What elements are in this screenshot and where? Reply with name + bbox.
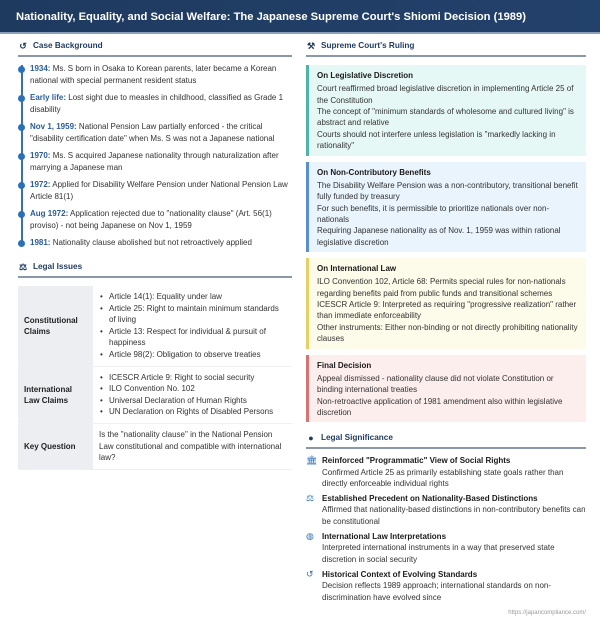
significance-item: ◍ International Law Interpretations Interpreted international instruments in a way that preserved state discretion in social security (306, 531, 555, 564)
row-key: Constitutional Claims (18, 286, 93, 366)
list-item: • Universal Declaration of Human Rights (99, 395, 286, 407)
row-value: Is the "nationality clause" in the National Pension Law constitutional and compatible with international law? (93, 423, 292, 469)
row-key: Key Question (18, 423, 93, 469)
ruling-box-final-decision: Final Decision Appeal dismissed - nationality clause did not violate Constitution or binding international treaties Non-retroactive application of 1981 amendment also within legislative discretion (306, 355, 586, 423)
significance-item: ↺ Historical Context of Evolving Standards Decision reflects 1989 approach; international standards on non-discrimination have evolved since (306, 569, 552, 602)
landmark-icon: 🏛 (306, 455, 318, 466)
ruling-box-legislative-discretion: On Legislative Discretion Court reaffirmed broad legislative discretion in implementing Article 25 of the Constitution The concept of "minimum standards of wholesome and cultured living" is abstract and relative Courts should not interfere unless legislation is "markedly lacking in rationality" (306, 65, 586, 156)
timeline-item: Aug 1972: Application rejected due to "nationality clause" (Art. 56(1) proviso) - not being Japanese on Nov 1, 1959 (30, 208, 292, 232)
timeline-item: 1972: Applied for Disability Welfare Pension under National Pension Law Article 81(1) (30, 179, 292, 203)
timeline-item: 1934: Ms. S born in Osaka to Korean parents, later became a Korean national with special permanent resident status (30, 63, 292, 87)
list-item: • Article 25: Right to maintain minimum standards of living (99, 303, 286, 326)
list-item: • Article 13: Respect for individual & pursuit of happiness (99, 326, 286, 349)
case-background-heading: ↺ Case Background (18, 34, 292, 57)
significance-heading: ● Legal Significance (306, 426, 586, 449)
page-title: Nationality, Equality, and Social Welfare: The Japanese Supreme Court's Shiomi Decision (1989) (16, 11, 526, 23)
table-row (18, 423, 292, 469)
left-column (8, 34, 300, 607)
significance-item: 🏛 Reinforced "Programmatic" View of Social Rights Confirmed Article 25 as primarily establishing state goals rather than directly enforceable individual rights (306, 455, 564, 488)
ruling-box-international-law: On International Law ILO Convention 102, Article 68: Permits special rules for non-nationals regarding benefits paid from public funds and transitional schemes ICESCR Article 9: Interpreted as requiring "progressive realization" rather than immediate enforceability Other instruments: Either non-binding or not directly prohibiting nationality clauses (306, 258, 586, 349)
balance-scale-icon: ⚖ (306, 493, 315, 504)
timeline-item: 1970: Ms. S acquired Japanese nationality through naturalization after marrying a Japanese man (30, 150, 292, 174)
list-item: • ILO Convention No. 102 (99, 383, 286, 395)
page-header (0, 0, 600, 34)
legal-issues-table (18, 286, 292, 470)
list-item: • Article 14(1): Equality under law (99, 291, 286, 303)
list-item: • UN Declaration on Rights of Disabled Persons (99, 406, 286, 418)
right-column (300, 34, 586, 607)
gavel-icon: ⚒ (306, 40, 316, 51)
row-key: International Law Claims (18, 366, 93, 423)
ruling-box-non-contributory: On Non-Contributory Benefits The Disability Welfare Pension was a non-contributory, transitional benefit fully funded by treasury For such benefits, it is permissible to prioritize nationals over non-nationals Requiring Japanese nationality as of Nov. 1, 1959 was within rational legislative discretion (306, 162, 586, 253)
table-row (18, 286, 292, 366)
legal-issues-heading: ⚖ Legal Issues (18, 255, 292, 278)
globe-icon: ◍ (306, 531, 314, 542)
timeline (18, 57, 292, 249)
list-item: • ICESCR Article 9: Right to social security (99, 372, 286, 384)
table-row (18, 366, 292, 423)
history-icon: ↺ (19, 40, 27, 51)
history-icon: ↺ (306, 569, 314, 580)
timeline-item: Nov 1, 1959: National Pension Law partially enforced - the critical "disability certification date" when Ms. S was not a Japanese national (30, 121, 292, 145)
timeline-item: Early life: Lost sight due to measles in childhood, classified as Grade 1 disability (30, 92, 292, 116)
timeline-item: 1981: Nationality clause abolished but not retroactively applied (30, 237, 292, 249)
balance-scale-icon: ⚖ (18, 261, 28, 272)
significance-item: ⚖ Established Precedent on Nationality-Based Distinctions Affirmed that nationality-based distinctions in non-contributory benefits can be constitutional (306, 493, 586, 526)
list-item: • Article 98(2): Obligation to observe treaties (99, 349, 286, 361)
source-url: https://japancompliance.com/ (508, 610, 586, 616)
ruling-heading: ⚒ Supreme Court's Ruling (306, 34, 586, 57)
lightbulb-icon: ● (308, 432, 314, 443)
